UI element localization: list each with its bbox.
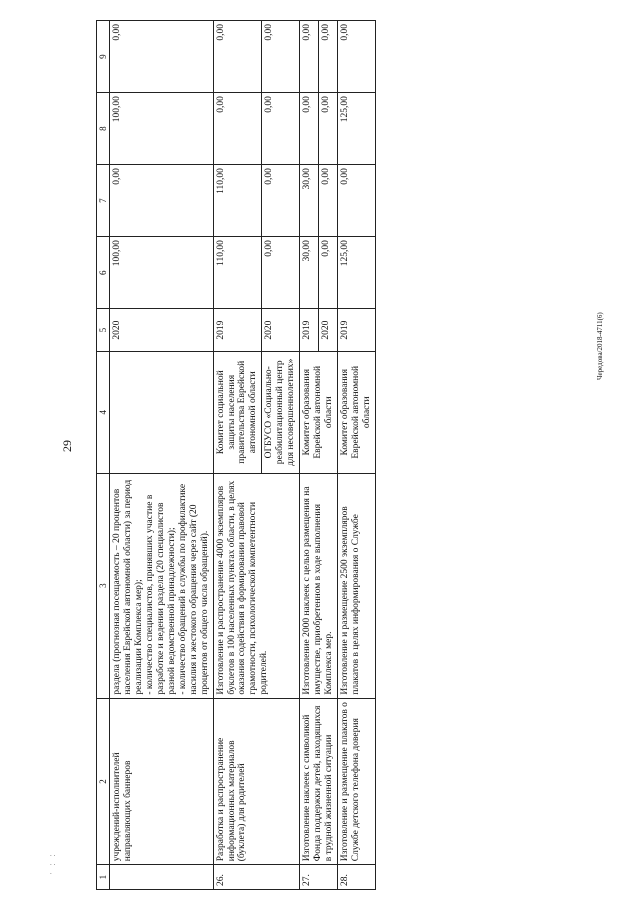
amount-other: 0,00 — [337, 21, 375, 93]
program-table-rotated — [96, 20, 566, 890]
amount-fund: 0,00 — [318, 93, 337, 165]
executor: Комитет образования Еврейской автономной области — [300, 351, 338, 473]
header-cell: 4 — [97, 351, 110, 473]
table-row — [337, 21, 375, 890]
amount-total: 100,00 — [110, 237, 213, 309]
amount-regional: 110,00 — [213, 165, 262, 237]
amount-fund: 125,00 — [337, 93, 375, 165]
header-cell: 6 — [97, 237, 110, 309]
amount-other: 0,00 — [318, 21, 337, 93]
amount-other: 0,00 — [213, 21, 262, 93]
row-number: 27. — [300, 865, 338, 890]
measure-description: раздела (прогнозная посещаемость – 20 процентов населения Еврейской автономной области) за период реализации Комплекса мер); - количество специалистов, принявших участие в разработке и ведении раздела (20 специалистов разной ведомственной принадлежности); - количество обращений в службы по профилактике насилия и жестокого обращения через сайт (20 процентов от общего числа обращений). — [110, 473, 213, 698]
amount-regional: 30,00 — [300, 165, 319, 237]
amount-total: 0,00 — [318, 237, 337, 309]
amount-total: 110,00 — [213, 237, 262, 309]
table-row-continued — [110, 21, 213, 890]
amount-fund: 0,00 — [213, 93, 262, 165]
header-cell: 7 — [97, 165, 110, 237]
measure-name: Изготовление и размещение плакатов о Службе детского телефона доверия — [337, 698, 375, 865]
executor: Комитет образования Еврейской автономной области — [337, 351, 375, 473]
amount-regional: 0,00 — [318, 165, 337, 237]
table-row — [213, 21, 262, 890]
year: 2019 — [300, 309, 319, 352]
executor: Комитет социальной защиты населения правительства Еврейской автономной области — [213, 351, 262, 473]
measure-description: Изготовление и размещение 2500 экземпляров плакатов в целях информирования о Службе — [337, 473, 375, 698]
header-row — [97, 21, 110, 890]
row-number: 26. — [213, 865, 299, 890]
measure-name: учреждений-исполнителей направляющих баннеров — [110, 698, 213, 865]
amount-regional: 0,00 — [262, 165, 300, 237]
amount-total: 0,00 — [262, 237, 300, 309]
page-number: 29 — [60, 440, 74, 452]
amount-fund: 100,00 — [110, 93, 213, 165]
amount-total: 125,00 — [337, 237, 375, 309]
header-cell: 1 — [97, 865, 110, 890]
executor — [110, 351, 213, 473]
amount-other: 0,00 — [300, 21, 319, 93]
table-row — [300, 21, 319, 890]
margin-marks: . . . . . — [50, 850, 56, 876]
header-cell: 2 — [97, 698, 110, 865]
row-number: 28. — [337, 865, 375, 890]
year: 2020 — [110, 309, 213, 352]
amount-fund: 0,00 — [300, 93, 319, 165]
measure-description: Изготовление 2000 наклеек с целью размещения на имуществе, приобретенном в ходе выполнения Комплекса мер. — [300, 473, 338, 698]
year: 2019 — [337, 309, 375, 352]
amount-other: 0,00 — [110, 21, 213, 93]
year: 2019 — [213, 309, 262, 352]
year: 2020 — [318, 309, 337, 352]
header-cell: 9 — [97, 21, 110, 93]
amount-other: 0,00 — [262, 21, 300, 93]
executor: ОГБУСО «Социально-реабилитационный центр для несовершеннолетних» — [262, 351, 300, 473]
row-number — [110, 865, 213, 890]
header-cell: 8 — [97, 93, 110, 165]
header-cell: 5 — [97, 309, 110, 352]
amount-fund: 0,00 — [262, 93, 300, 165]
year: 2020 — [262, 309, 300, 352]
measure-name: Разработка и распространение информационных материалов (буклета) для родителей — [213, 698, 299, 865]
program-table — [96, 20, 376, 890]
measure-description: Изготовление и распространение 4000 экземпляров буклетов в 100 населенных пунктах области, в целях оказания содействия в формировании правовой грамотности, психологической компетентности родителей. — [213, 473, 299, 698]
amount-regional: 0,00 — [110, 165, 213, 237]
amount-total: 30,00 — [300, 237, 319, 309]
amount-regional: 0,00 — [337, 165, 375, 237]
measure-name: Изготовление наклеек с символикой Фонда поддержки детей, находящихся в трудной жизненной ситуации — [300, 698, 338, 865]
document-code: Чередова/2018-4711(6) — [596, 312, 604, 380]
header-cell: 3 — [97, 473, 110, 698]
